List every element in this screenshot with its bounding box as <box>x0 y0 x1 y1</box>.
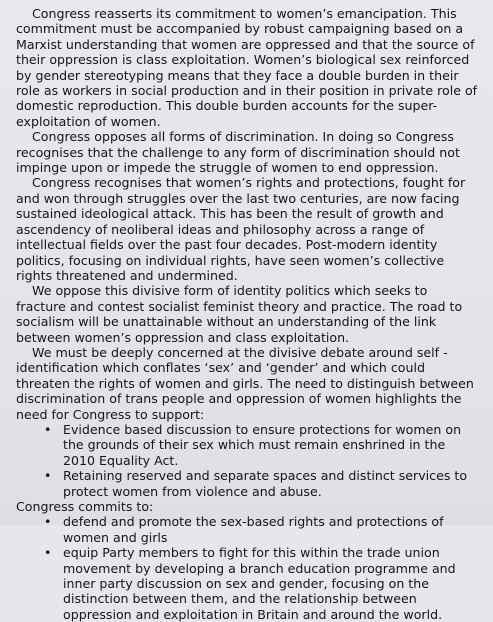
bullet-icon: • <box>44 468 52 484</box>
paragraph-identity-politics: We oppose this divisive form of identity politics which seeks to fracture and contest socialist feminist theory and practice. The road to socialism will be unattainable without an understanding of the link between women’s oppression and class exploitation. <box>16 283 463 345</box>
commit-item-text: defend and promote the sex-based rights and protections of women and girls <box>63 514 444 545</box>
support-item-text: Retaining reserved and separate spaces and distinct services to protect women from violence and abuse. <box>63 468 468 499</box>
commit-item <box>42 514 481 545</box>
paragraph-emancipation: Congress reasserts its commitment to women’s emancipation. This commitment must be accompanied by robust campaigning based on a Marxist understanding that women are oppressed and that the source of their oppression is class exploitation. Women’s biological sex reinforced by gender stereotyping means that they face a double burden in their role as workers in social production and in their position in private role of domestic reproduction. This double burden accounts for the super-exploitation of women. <box>16 6 478 129</box>
paragraph-discrimination: Congress opposes all forms of discrimination. In doing so Congress recognises that the challenge to any form of discrimination should not impinge upon or impede the struggle of women to end oppression. <box>16 129 460 176</box>
motion-text <box>16 6 481 622</box>
paragraph-self-identification: We must be deeply concerned at the divisive debate around self -identification which conflates ‘sex’ and ‘gender’ and which could threaten the rights of women and girls. The need to distinguish between discrimination of trans people and oppression of women highlights the need for Congress to support: <box>16 344 474 422</box>
bullet-icon: • <box>44 514 52 530</box>
support-list <box>16 422 481 499</box>
commits-heading: Congress commits to: <box>16 499 154 514</box>
support-item-text: Evidence based discussion to ensure protections for women on the grounds of their sex which must remain enshrined in the 2010 Equality Act. <box>63 421 462 468</box>
paragraph-rights-under-attack: Congress recognises that women’s rights and protections, fought for and won through struggles over the last two centuries, are now facing sustained ideological attack. This has been the result of growth and ascendency of neoliberal ideas and philosophy across a range of intellectual fields over the past four decades. Post-modern identity politics, focusing on individual rights, have seen women’s collective rights threatened and undermined. <box>16 175 466 283</box>
commits-list <box>16 514 481 622</box>
bullet-icon: • <box>44 545 52 561</box>
commit-item <box>42 545 481 622</box>
support-item <box>42 422 481 468</box>
bullet-icon: • <box>44 421 52 437</box>
support-item <box>42 468 481 499</box>
commit-item-text: equip Party members to fight for this within the trade union movement by developing a branch education programme and inner party discussion on sex and gender, focusing on the distinction between them, and the relationship between oppression and exploitation in Britain and around the world. <box>63 545 456 622</box>
